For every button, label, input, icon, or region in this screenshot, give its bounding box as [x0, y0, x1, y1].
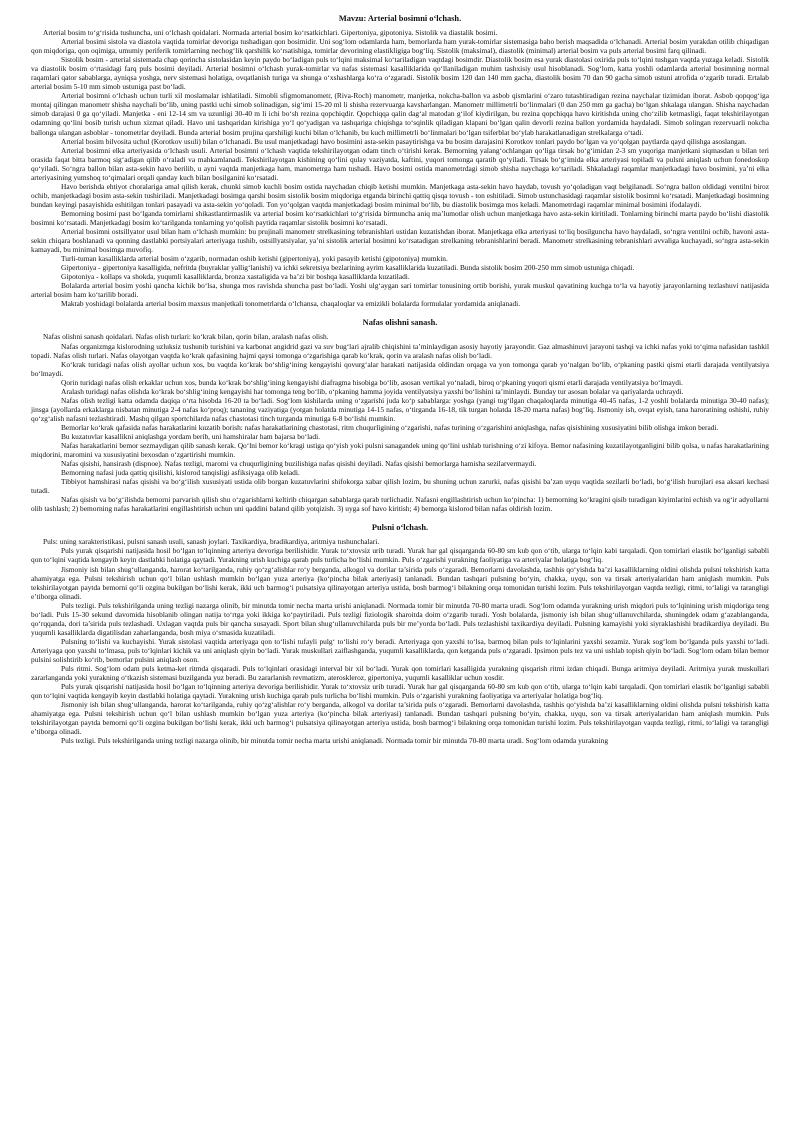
paragraph: Nafas harakatlarini bemor sezmaydigan qilib sanash kerak. Qo‘lni bemor ko‘kragi ustiga qo‘yish yoki pulsni sanagandek uning qo‘lini ushlab turishning o‘zi kifoya. Bemor nafasining kuzatilayotganligini bilib qolsa, u nafas harakatlarining miqdorini, maromini va xususiyatini bexosdan o‘zgartirishi mumkin.: [31, 441, 769, 460]
paragraph: Nafas olishni sanash qoidalari. Nafas olish turlari: ko‘krak bilan, qorin bilan, aralash nafas olish.: [43, 332, 329, 342]
paragraph: Ko‘krak turidagi nafas olish ayollar uchun xos, bu vaqtda ko‘krak bo‘shlig‘ining kengayishi qovurg‘alar harakati natijasida oldindan orqaga va yon tomonga qarab yo‘nalgan bo‘lib, o‘pkaning pastki qismi etarli darajada ventilyatsiya bo‘lmaydi.: [31, 359, 769, 378]
paragraph: Puls ritmi. Sog‘lom odam puls ketma-ket ritmda qisqaradi. Puls to‘lqinlari orasidagi interval bir xil bo‘ladi. Yurak qon tomirlari kasalligida yurakning qisqarish ritmi izdan chiqadi. Bunga aritmiya deyiladi. Aritmiya yurak muskullari zararlanganda yoki yurakning o‘tkazish sistemasi buzilganda yuz beradi. Bu zararlanish revmatizm, ateroskleroz, gipertoniya, yuqumli kasalliklar uchun xosdir.: [31, 664, 769, 683]
section-title: Mavzu: Arterial bosimni o‘lchash.: [338, 14, 462, 23]
paragraph: Bu kuzatuvlar kasallikni aniqlashga yordam berib, uni hamshiralar ham bajarsa bo‘ladi.: [61, 431, 321, 441]
section-arterial-pressure: [31, 14, 769, 308]
paragraph: Qorin turidagi nafas olish erkaklar uchun xos, bunda ko‘krak bo‘shlig‘ining kengayishi diafragma hisobiga bo‘lib, asosan vertikal yo‘naladi, biroq o‘pkaning yuqori qismi etarli darajada ventilyatsiya bo‘lmaydi.: [61, 377, 683, 387]
paragraph: Arterial bosimni ostsillyator usul bilan ham o‘lchash mumkin: bu prujinali manometr strelkasining tebranishlari ustidan kuzatishdan iborat. Manjetkaga elka arteriyasi to‘liq bosilguncha havo haydaladi, so‘ngra ventilni ochib, havoni asta-sekin chiqara boshlanadi va qonning dastlabki portsiyalari arteriyaga tushib, ostsillyatsiyalar, ya’ni sistolik arterial bosimni ko‘rsatadigan strelkaning tebranishlarini beradi. Manometr strelkasining tebranishlari avvaliga kuchayadi, so‘ngra asta-sekin kamayadi, bu minimal bosimga muvofiq.: [31, 227, 769, 255]
paragraph: Maktab yoshidagi bolalarda arterial bosim maxsus manjetkali tonometrlarda o‘lchansa, chaqaloqlar va emizikli bolalarda formulalar yordamida aniqlanadi.: [61, 299, 521, 309]
paragraph: Puls yurak qisqarishi natijasida hosil bo‘lgan to‘lqinning arteriya devoriga berilishidir. Yurak to‘xtovsiz urib turadi. Yurak har gal qisqarganda 60-80 sm kub qon o‘tib, ularga to‘lqin kabi tarqaladi. Qon tomirlari elastik bo‘lganligi sababli qon to‘lqini vaqtida kengayib keyin dastlabki holatiga qaytadi. Yurakning urish kuchiga qarab puls turlicha bo‘lishi mumkin. Puls o‘zgarishi yurakning faoliyatiga va arteriyalar holatiga bog‘liq.: [31, 682, 769, 701]
paragraph: Puls yurak qisqarishi natijasida hosil bo‘lgan to‘lqinning arteriya devoriga berilishidir. Yurak to‘xtovsiz urib turadi. Yurak har gal qisqarganda 60-80 sm kub qon o‘tib, ularga to‘lqin kabi tarqaladi. Qon tomirlari elastik bo‘lganligi sababli qon to‘lqini vaqtida kengayib keyin dastlabki holatiga qaytadi. Yurakning urish kuchiga qarab puls turlicha bo‘lishi mumkin. Puls o‘zgarishi yurakning faoliyatiga va arteriyalar holatiga bog‘liq.: [31, 546, 769, 565]
paragraph: Pulsning to‘lishi va kuchayishi. Yurak sistolasi vaqtida arteriyaga qon to‘lishi tufayli pulg‘ to‘lishi ro‘y beradi. Arteriyaga qon yaxshi to‘lsa, barmoq bilan puls to‘lqinlarini yaxshi sezamiz. Yurak sog‘lom bo‘lganda puls yaxshi to‘ladi. Arteriyaga qon yaxshi to‘lmasa, puls to‘lqinlari kichik va uni aniqlash qiyin bo‘ladi. Yurak muskullari zaiflashganda, yuqumli kasalliklarda, qon ketganda puls o‘zgaradi. Ipsimon puls tez va uni ushlab topish qiyin bo‘ladi. Sog‘lom odam bilan bemor pulsini solishtirib ko‘rib, bemorlar pulsini aniqlash oson.: [31, 636, 769, 664]
paragraph: Arterial bosimi sistola va diastola vaqtida tomirlar devoriga tushadigan qon bosimidir. Uni sog‘lom odamlarda ham, bemorlarda ham yurak-tomirlar sistemasiga baho berish maqsadida o‘lchanadi. Arterial bosim yurakdan otilib chiqadigan qon miqdoriga, qon oqimiga, umumiy periferik tomirlarning nechog‘lik qarshilik ko‘rsatishiga, tomirlar devorining elastikligiga bog‘liq. Sistolik (maksimal), diastolik (minimal) arterial bosim va puls arterial bosimi farq qilinadi.: [31, 37, 769, 56]
paragraph: Tibbiyot hamshirasi nafas qisishi va bo‘g‘ilish xususiyati ustida olib borgan kuzatuvlarini shifokorga xabar qilish lozim, bu shuning uchun zarurki, nafas qisishi ba’zan uyqu vaqtida sezilarli bo‘ladi, bo‘g‘ilish hurujlari esa aksari kechasi tutadi.: [31, 477, 769, 496]
paragraph: Bemorlar ko‘krak qafasida nafas harakatlarini kuzatib borish: nafas harakatlarining chastotasi, ritm chuqurligining o‘zgarishi, nafas turining o‘zgarishini aniqlashga, nafas qisishining xususiyatini bilib olishga imkon beradi.: [61, 422, 719, 432]
paragraph: Bemorning bosimi past bo‘lganda tomirlarni shikastlantirmaslik va arterial bosim ko‘rsatkichlari to‘g‘risida birmuncha aniq ma’lumotlar olish uchun manjetkaga havo asta-sekin kiritiladi. Tonlarning birinchi marta paydo bo‘lishi diastolik bosimni ko‘rsatadi. Manjetkadagi bosim ko‘tarilganda tonlarning yo‘qolish paytida raqamlar sistolik bosimni ko‘rsatadi.: [31, 208, 769, 227]
paragraph: Gipertoniya - gipertoniya kasalligida, nefritda (buyraklar yallig‘lanishi) va ichki sekretsiya bezlarining ayrim kasalliklarida kuzatiladi. Bunda sistolik bosim 200-250 mm simob ustuniga chiqadi.: [61, 263, 635, 273]
paragraph: Jismoniy ish bilan shug‘ullanganda, harorat ko‘tarilganda, ruhiy qo‘zg‘alishlar ro‘y berganda, alkogol va dorilar ta’sirida puls o‘zgaradi. Bemorlarni davolashda, tashhis qo‘yishda ba’zi kasalliklarning oldini olishda pulsni tekshirish katta ahamiyatga ega. Pulsni tekshirish uchun qo‘l bilan ushlash mumkin bo‘lgan yuza arteriya (ko‘pincha bilak arteriyasi) tanlanadi. Bundan tashqari pulsning bo‘yin, chakka, uyqu, son va tirsak arteriyalaridan ham aniqlash mumkin. Puls tekshirilayotgan paytda bemorni qo‘li ozgina bukilgan bo‘lishi kerak, ikki uch barmog‘i pulsatsiya qilinayotgan arteriya ustida, bosh barmog‘i bilakning orqa tomonidan turishi lozim. Puls tekshirilayotgan vaqtda tezligi, ritmi, to‘laligi va tarangligi e’tiborga olinadi.: [31, 700, 769, 737]
section-title: Nafas olishni sanash.: [362, 318, 438, 328]
paragraph: Aralash turidagi nafas olishda ko‘krak bo‘shlig‘ining kengayishi har tomonga teng bo‘lib, o‘pkaning hamma joyida ventilyatsiya yaxshi bo‘lishini ta’minlaydi. Bunday tur asosan bolalar va qariyalarda uchraydi.: [61, 386, 684, 396]
paragraph: Puls tezligi. Puls tekshirilganda uning tezligi nazarga olinib, bir minutda tomir necha marta urishi aniqlanadi. Normada tomir bir minutda 70-80 marta uradi. Sog‘lom odamda yurakning urish miqdori puls to‘lqinining urish miqdoriga teng bo‘ladi. Puls 15-30 sekund davomida hisoblanib olingan natija to‘rtga yoki ikkiga ko‘paytiriladi. Puls tezligi fiziologik sharoitda doim o‘zgarib turadi. Yosh bolalarda, jismoniy ish bilan shug‘ullanuvchilarda, shuningdek odam g‘azablanganda, qo‘rqqanda, dori ta’sirida puls tezlashadi. Uxlagan vaqtda puls bir qancha susayadi. Sport bilan shug‘ullanuvchilarda puls bir me’yorda bo‘ladi. Puls tezlashishi taxikardiya deyiladi. Pulsning kamayishi yoki siyraklashishi bradikardiya deyiladi. Bu yuqumli kasalliklarda digatilisdan zaharlanganda, bosh miya o‘smasida kuzatiladi.: [31, 600, 769, 637]
paragraph: Jismoniy ish bilan shug‘ullanganda, harorat ko‘tarilganda, ruhiy qo‘zg‘alishlar ro‘y berganda, alkogol va dorilar ta’sirida puls o‘zgaradi. Bemorlarni davolashda, tashhis qo‘yishda ba’zi kasalliklarning oldini olishda pulsni tekshirish katta ahamiyatga ega. Pulsni tekshirish uchun qo‘l bilan ushlash mumkin bo‘lgan yuza arteriya (ko‘pincha bilak arteriyasi) tanlanadi. Bundan tashqari pulsning bo‘yin, chakka, uyqu, son va tirsak arteriyalaridan ham aniqlash mumkin. Puls tekshirilayotgan paytda bemorni qo‘li ozgina bukilgan bo‘lishi kerak, ikki uch barmog‘i pulsatsiya qilinayotgan arteriya ustida, bosh barmog‘i bilakning orqa tomonidan turishi lozim. Puls tekshirilayotgan vaqtda tezligi, ritmi, to‘laligi va tarangligi e’tiborga olinadi.: [31, 564, 769, 601]
paragraph: Nafas qisish va bo‘g‘ilishda bemorni parvarish qilish shu o‘zgarishlarni keltirib chiqargan sabablarga qarab turlichadir. Nafasni engillashtirish uchun ko‘pincha: 1) bemorning ko‘kragini qisib turadigan kiyimlarini echish va og‘ir adyollarni olib tashlash; 2) bemorning nafas harakatlarini engillashtirish uchun uni qaddini baland qilib yotqizish. 3) uyga sof havo kiritish; 4) bemorga kislorod bilan nafas oldirish lozim.: [31, 495, 769, 514]
section-pulse-measurement: [31, 523, 769, 745]
paragraph: Nafas olish tezligi katta odamda daqiqa o‘rta hisobda 16-20 ta bo‘ladi. Sog‘lom kishilarda uning o‘zgarishi juda ko‘p sabablarga: yoshga (yangi tug‘ilgan chaqaloqlarda minutiga 40-45 nafas, 1-2 yoshli bolalarda minutiga 30-40 nafas); jinsga (ayollarda erkaklarga nisbatan minutiga 2-4 nafas ko‘proq); tananing vaziyatiga (yotgan holatda minutiga 14-15 nafas, o‘tirganda 16-18, tik turgan holatda 18-20 marta nafas) bog‘liq. Jismoniy ish, ovqat eyish, tana haroratining oshishi, ruhiy qo‘zg‘alish nafasni tezlashtiradi. Mashq qilgan sportchilarda nafas chastotasi tinch turganda minutiga 6-8 bo‘lishi mumkin.: [31, 395, 769, 423]
paragraph: Arterial bosimni o‘lchash uchun turli xil moslamalar ishlatiladi. Simobli sfigmomanometr, (Riva-Roch) manometr, manjetka, nokcha-ballon va asbob qismlarini o‘zaro tutashtiradigan rezina naychalar tizimidan iborat. Asbob qopqog‘iga montaj qilingan manometr shisha naychali bo‘lib, uning pastki uchi simob solinadigan, sig‘imi 15-20 ml li shisha rezervuarga kavsharlangan. Manometr millimetrli bo‘linmalari (0 dan 250 mm ga gacha) bo‘lgan shkalaga ulangan. Shisha naychadan simob darajasi 0 ga qo‘yiladi. Manjetka - eni 12-14 sm va uzunligi 30-40 m li ichi bo‘sh rezina qopchiqdir. Qopchiqqa qalin dag‘al matodan g‘ilof kiydirilgan, bu rezina qopchiqqa havo kiritishda uning cho‘zilib ketmasligi, faqat tekshirilayotgan odamning qo‘lini bosib turish uchun xizmat qiladi. Havo uni tashqaridan kirishiga yo‘l qo‘yadigan va tashqariga chiqishga to‘sqinlik qiladigan klapani bo‘lgan qalin devorli rezina ballon yordamida haydaladi. Simob solingan rezervuarli nokcha ballonga ulangan asboblar - tonometrlar deyiladi. Bunda arterial bosim prujina qarshiligi kuchi bilan o‘lchanib, bu kuch millimetrli bo‘linmalari bo‘lgan tsiferblat bo‘ylab harakatlanadigan strelkalarga o‘tadi.: [31, 91, 769, 137]
paragraph: Havo berishda ehtiyot choralariga amal qilish kerak, chunki simob kuchli bosim ostida naychadan chiqib ketishi mumkin. Manjetkaga asta-sekin havo haydab, tovush yo‘qoladigan vaqt belgilanadi. So‘ngra ballon oldidagi ventilni biroz ochib, manjetkadagi bosim asta-sekin tushiriladi. Manjetkadagi bosimga qarshi bosim sistolik bosim miqdoriga etganda birinchi qattiq qisqa tovush - ton eshitiladi. Simob ustunchasidagi raqamlar sistolik bosimni ko‘rsatadi. Manjetkadagi bosimning bundan keyingi pasayishida eshitilgan tonlari pasayadi va asta-sekin yo‘qoladi. Ton yo‘qolgan vaqtda manjetkadagi bosim minimal bo‘lib, bu diastolik bosimga mos keladi. Manometrdagi raqamlar minimal bosimini ifodalaydi.: [31, 181, 769, 209]
paragraph: Bemorning nafasi juda qattiq qisilishi, kislorod tanqisligi asfiksiyaga olib keladi.: [61, 468, 300, 478]
paragraph: Puls tezligi. Puls tekshirilganda uning tezligi nazarga olinib, bir minutda tomir necha marta urishi aniqlanadi. Normada tomir bir minutda 70-80 marta uradi. Sog‘lom odamda yurakning: [61, 736, 609, 746]
paragraph: Arterial bosimni elka arteriyasida o‘lchash usuli. Arterial bosimni o‘lchash vaqtida tekshirilayotgan odam tinch o‘tirishi kerak. Bemorning yalang‘ochlangan qo‘liga tirsak bo‘g‘imidan 2-3 sm yuqoriga manjetkani siqmasdan u bilan teri orasida faqat bitta barmoq sig‘adigan qilib o‘raladi va mahkamlanadi. Tekshirilayotgan kishining qo‘lini qulay vaziyatda, kaftini, yuqori tomonga qaratib qo‘yiladi. Tirsak bo‘g‘imida elka arteriyasi topiladi va pulsni aniqlash uchun fonedoskop qo‘yiladi. So‘ngra ballon bilan asta-sekin havo berilib, u ayni vaqtda manjetkaga ham, manometrga ham tushadi. Havo bosimi ostida manometrdagi simob shisha naychaga ko‘tariladi. Shkaladagi raqamlar manjetkadagi havo bosimini, ya’ni elka arteriyasining yumshoq to‘qimalari orqali qanday kuch bilan bosilganini ko‘rsatadi.: [31, 145, 769, 182]
paragraph: Sistolik bosim - arterial sistemada chap qorincha sistolasidan keyin paydo bo‘ladigan puls to‘lqini maksimal ko‘tariladigan vaqtdagi bosimdir. Diastolik bosim esa yurak diastolasi oxirida puls to‘lqini tushgan vaqtda yuzaga keladi. Sistolik va diastolik bosim o‘rtasidagi farq puls bosimi deyiladi. Arterial bosimni o‘lchash yurak-tomirlar va nafas sistemasi kasalliklarida qo‘llaniladigan muhim tashxisiy usul hisoblanadi. Sog‘lom, katta yoshli odamlarda arterial bosimning normal raqamlari qator sabablarga, ayniqsa yoshga, nerv sistemasi holatiga, ovqatlanish turiga va shunga o‘xshashlarga ko‘ra o‘zgaradi. Sistolik bosim 120 dan 140 mm gacha, diastolik bosim 70 dan 90 gacha simob ustuni atrofida o‘zgarib turadi. Ertalab arterial bosim 5-10 mm simob ustuniga past bo‘ladi.: [31, 55, 769, 92]
paragraph: Arterial bosim to‘g‘risida tushuncha, uni o‘lchash qoidalari. Normada arterial bosim ko‘rsatkichlari. Gipertoniya, gipotoniya. Sistolik va diastalik bosimi.: [43, 28, 498, 37]
paragraph: Nafas qisishi, hansirash (dispnoe). Nafas tezligi, maromi va chuqurligining buzilishiga nafas qisishi deyiladi. Nafas qisishi bemorlarga hamisha sezilarvermaydi.: [61, 459, 537, 469]
paragraph: Bolalarda arterial bosim yoshi qancha kichik bo‘lsa, shunga mos ravishda shuncha past bo‘ladi. Yoshi ulg‘aygan sari tomirlar tonusining ortib borishi, yurak muskul qavatining kuchga to‘la va hayotiy jarayonlarning tezlashuvi natijasida arterial bosim ham ko‘tarilib boradi.: [31, 281, 769, 300]
paragraph: Gipotoniya - kollaps va shokda, yuqumli kasalliklarda, bronza xastaligida va ba’zi bir boshqa kasalliklarda kuzatiladi.: [61, 272, 410, 282]
paragraph: Arterial bosim bilvosita uchul (Korotkov usuli) bilan o‘lchanadi. Bu usul manjetkadagi havo bosimini asta-sekin pasaytirishga va bu bosim darajasini Korotkov tonlari paydo bo‘lgan va yo‘qolgan paytlarda qayd qilishga asoslangan.: [61, 136, 747, 146]
paragraph: Puls: uning xarakteristikasi, pulsni sanash usuli, sanash joylari. Taxikardiya, bradikardiya, aritmiya tushunchalari.: [43, 537, 380, 547]
paragraph: Turli-tuman kasalliklarda arterial bosim o‘zgarib, normadan oshib ketishi (gipertoniya), yoki pasayib ketishi (gipotoniya) mumkin.: [61, 254, 448, 264]
paragraph: Nafas organizmga kislorodning uzluksiz tushunib turishini va karbonat angidrid gazi va suv bug‘lari ajralib chiqishini ta’minlaydigan asosiy hayotiy jarayondir. Gaz almashinuvi jarayoni tashqi va ichki nafas yoki to‘qima nafasidan tashkil topadi. Nafas olish turlari. Nafas olayotgan vaqtda ko‘krak qafasining hajmi qaysi tomonga o‘zgarishiga qarab ko‘krak, qorin va aralash nafas olish bo‘ladi.: [31, 341, 769, 360]
section-breathing-count: [31, 318, 769, 513]
section-title: Pulsni o‘lchash.: [371, 523, 429, 533]
